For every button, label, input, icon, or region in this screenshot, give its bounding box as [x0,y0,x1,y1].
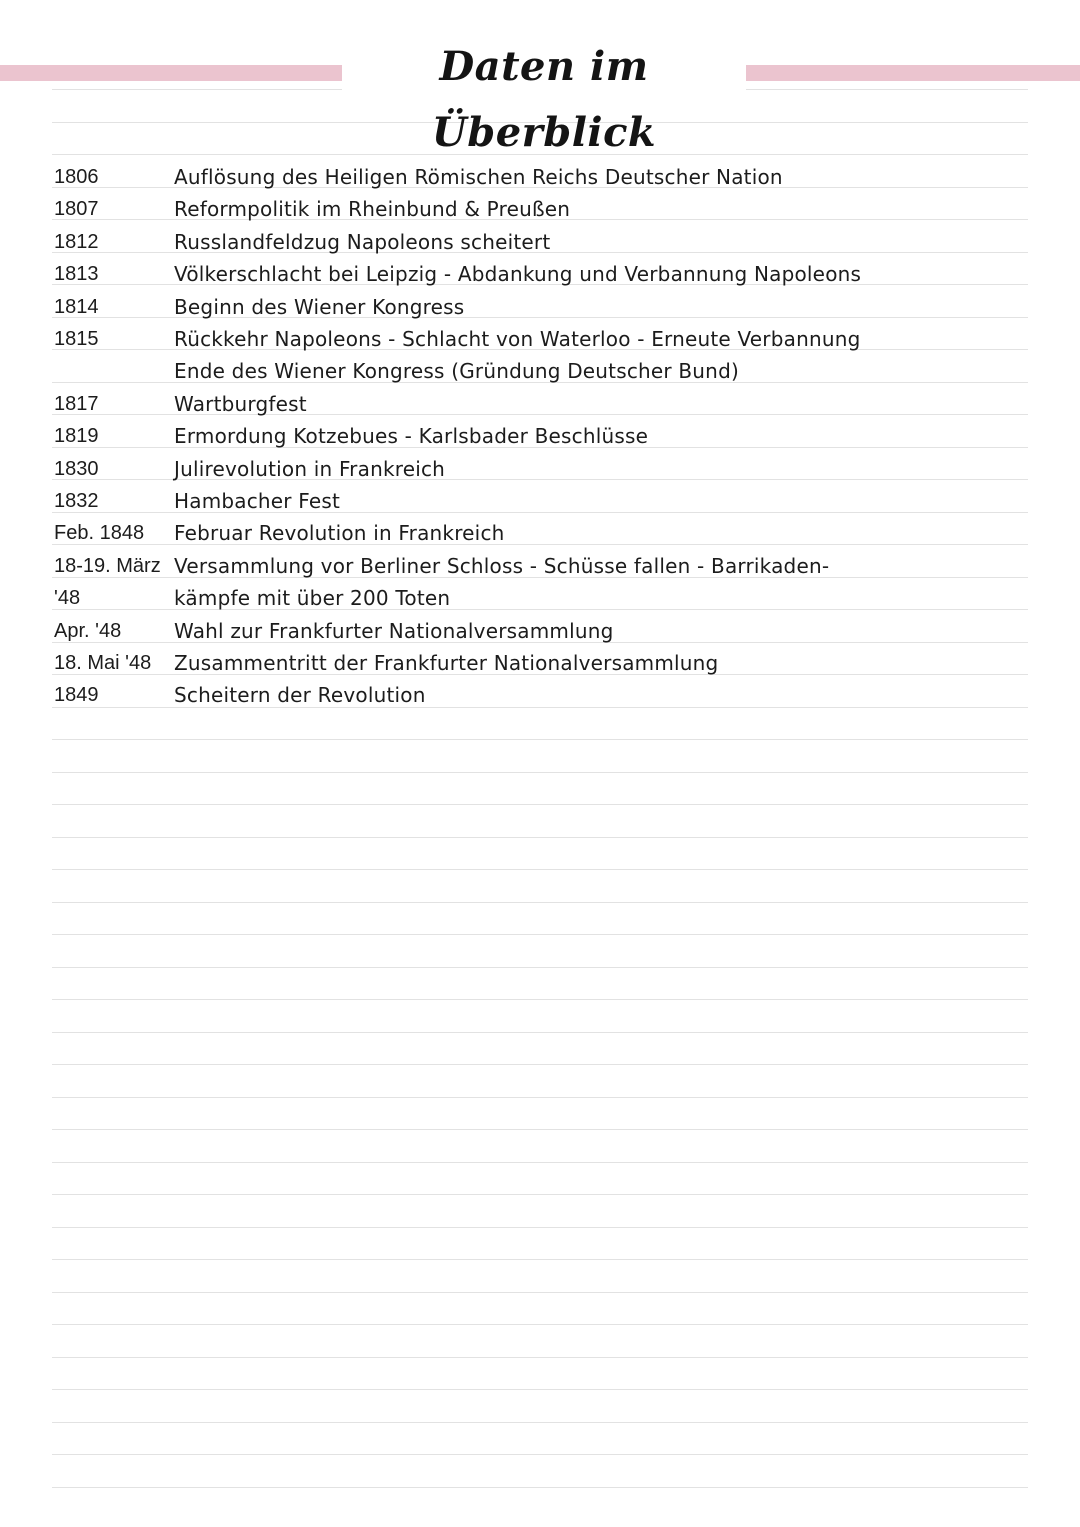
timeline-entry [54,581,1014,613]
timeline-entry [54,322,1014,354]
ruled-line [52,1389,1028,1390]
entry-date: 1849 [54,684,99,706]
timeline-entry [54,419,1014,451]
ruled-line [52,1487,1028,1488]
ruled-line [52,1227,1028,1228]
entry-text: Ende des Wiener Kongress (Gründung Deutscher Bund) [174,359,739,383]
entry-text: Beginn des Wiener Kongress [174,295,465,319]
entry-date: 1813 [54,263,99,285]
ruled-line [52,1259,1028,1260]
page-title: Daten im Überblick [342,34,746,104]
entry-text: Zusammentritt der Frankfurter Nationalversammlung [174,651,719,675]
ruled-line [52,999,1028,1000]
ruled-line [52,1162,1028,1163]
entry-text: Wartburgfest [174,392,307,416]
ruled-line [52,739,1028,740]
timeline-entry [54,387,1014,419]
entry-text: Hambacher Fest [174,489,341,513]
header-band-right [738,65,1080,81]
entry-date: Apr. '48 [54,620,122,642]
timeline-entry [54,646,1014,678]
entry-date: 1817 [54,393,99,415]
ruled-line [52,869,1028,870]
timeline-entry [54,160,1014,192]
timeline-entry [54,225,1014,257]
ruled-line [52,772,1028,773]
ruled-line [52,837,1028,838]
ruled-line [52,934,1028,935]
entry-text: Ermordung Kotzebues - Karlsbader Beschlüsse [174,424,649,448]
ruled-line [52,1324,1028,1325]
ruled-line [52,804,1028,805]
entry-date: 1815 [54,328,99,350]
entry-text: Februar Revolution in Frankreich [174,521,505,545]
ruled-line [52,1422,1028,1423]
ruled-line [52,1097,1028,1098]
timeline-entry [54,614,1014,646]
entry-date: 1814 [54,296,99,318]
entry-text: Julirevolution in Frankreich [174,457,446,481]
entry-date: Feb. 1848 [54,522,145,544]
entry-text: Rückkehr Napoleons - Schlacht von Waterloo - Erneute Verbannung [174,327,861,351]
entry-text: kämpfe mit über 200 Toten [174,586,451,610]
entry-date: 1832 [54,490,99,512]
timeline-entry [54,354,1014,386]
entry-text: Russlandfeldzug Napoleons scheitert [174,230,551,254]
entry-date: 18. Mai '48 [54,652,152,674]
entry-text: Versammlung vor Berliner Schloss - Schüsse fallen - Barrikaden- [174,554,830,578]
entry-date: 18-19. März [54,555,161,577]
entry-date: 1819 [54,425,99,447]
ruled-line [52,967,1028,968]
timeline-entry [54,516,1014,548]
entry-text: Scheitern der Revolution [174,683,426,707]
timeline-entry [54,484,1014,516]
entry-date: 1830 [54,458,99,480]
entry-text: Auflösung des Heiligen Römischen Reichs Deutscher Nation [174,165,783,189]
entry-text: Reformpolitik im Rheinbund & Preußen [174,197,571,221]
entry-text: Völkerschlacht bei Leipzig - Abdankung und Verbannung Napoleons [174,262,862,286]
timeline-entry [54,549,1014,581]
timeline-entry [54,192,1014,224]
ruled-line [52,1032,1028,1033]
timeline-entry [54,452,1014,484]
ruled-line [52,1292,1028,1293]
ruled-line [52,902,1028,903]
ruled-line [52,1454,1028,1455]
ruled-line [52,1129,1028,1130]
ruled-line [52,1357,1028,1358]
entry-date: 1812 [54,231,99,253]
entry-date: 1807 [54,198,99,220]
ruled-line [52,1194,1028,1195]
timeline-entry [54,678,1014,710]
entry-text: Wahl zur Frankfurter Nationalversammlung [174,619,614,643]
entry-date: 1806 [54,166,99,188]
entry-date: '48 [54,587,81,609]
ruled-line [52,1064,1028,1065]
header-band-left [0,65,352,81]
timeline-entry [54,290,1014,322]
timeline-entry [54,257,1014,289]
